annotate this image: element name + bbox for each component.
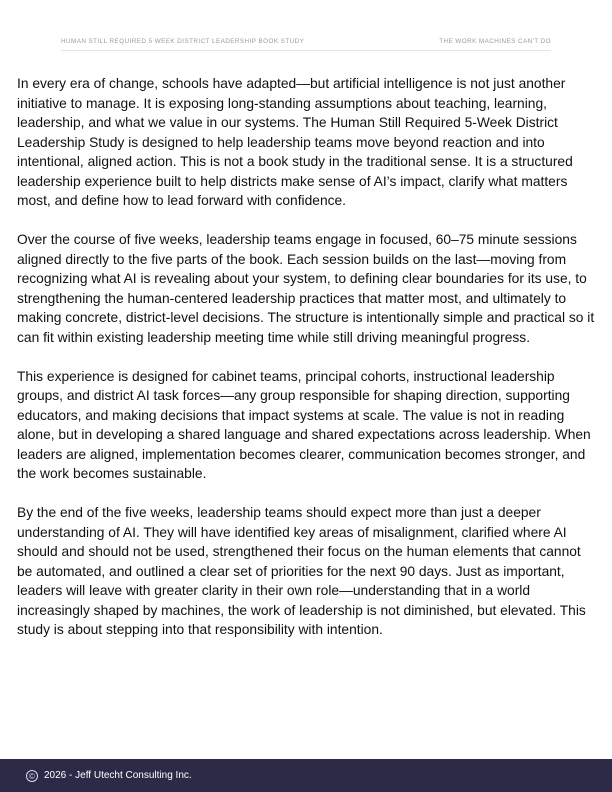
paragraph-audience: This experience is designed for cabinet teams, principal cohorts, instructional leadership groups, and district AI task forces—any group responsible for shaping direction, supporting educators, and making decisions that impact systems at scale. The value is not in reading alone, but in developing a shared language and shared expectations across leadership. When leaders are aligned, implementation becomes clearer, communication becomes stronger, and the work becomes sustainable. xyxy=(17,368,591,481)
header-study-title: HUMAN STILL REQUIRED 5 WEEK DISTRICT LEADERSHIP BOOK STUDY xyxy=(61,38,305,45)
paragraph-intro: In every era of change, schools have adapted—but artificial intelligence is not just another initiative to manage. It is exposing long-standing assumptions about teaching, learning, leadership, and what we value in our systems. The Human Still Required 5-Week District Leadership Study is designed to help leadership teams move beyond reaction and into intentional, aligned action. This is not a book study in the traditional sense. It is a structured leadership experience built to help districts make sense of AI’s impact, clarify what matters most, and define how to lead forward with confidence. xyxy=(17,76,573,208)
header-book-subtitle: THE WORK MACHINES CAN'T DO xyxy=(439,38,551,45)
body-text xyxy=(17,74,597,659)
paragraph-outcomes: By the end of the five weeks, leadership teams should expect more than just a deeper understanding of AI. They will have identified key areas of misalignment, clarified where AI should and should not be used, strengthened their focus on the human elements that cannot be automated, and outlined a clear set of priorities for the next 90 days. Just as important, leaders will leave with greater clarity in their own role—understanding that in a world increasingly shaped by machines, the work of leadership is not diminished, but elevated. This study is about stepping into that responsibility with intention. xyxy=(17,505,586,637)
running-header xyxy=(61,38,551,51)
footer-bar xyxy=(0,759,612,792)
paragraph-structure: Over the course of five weeks, leadership teams engage in focused, 60–75 minute sessions aligned directly to the five parts of the book. Each session builds on the last—moving from recognizing what AI is revealing about your system, to defining clear boundaries for its use, to strengthening the human-centered leadership practices that matter most, and ultimately to making concrete, district-level decisions. The structure is intentionally simple and practical so it can fit within existing leadership meeting time while still driving meaningful progress. xyxy=(17,232,595,345)
footer-copyright-text: 2026 - Jeff Utecht Consulting Inc. xyxy=(44,770,192,781)
copyright-icon: © xyxy=(26,770,38,782)
